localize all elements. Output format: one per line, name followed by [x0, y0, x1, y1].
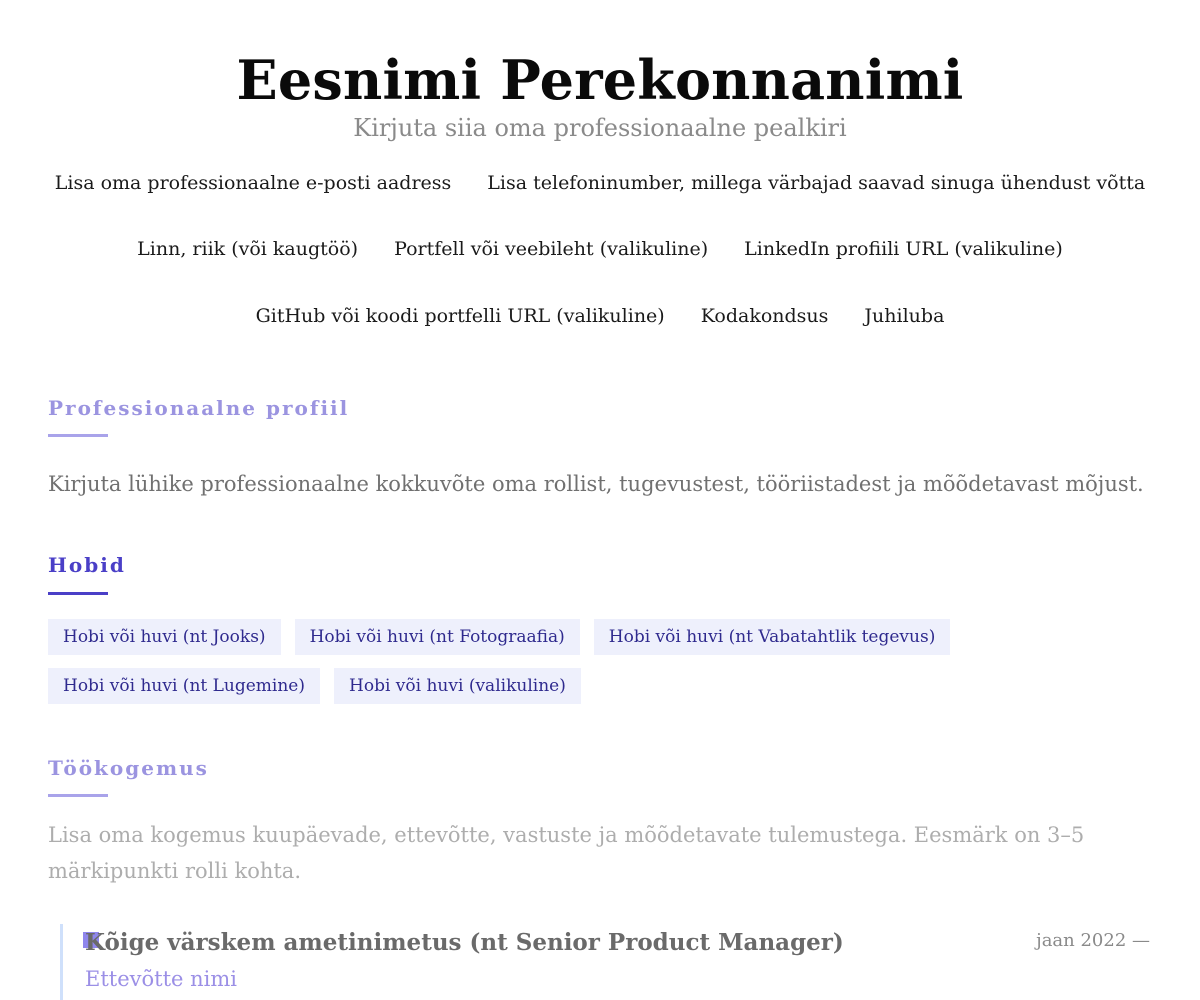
hobby-chip-row: [48, 619, 1158, 655]
experience-intro: Lisa oma kogemus kuupäevade, ettevõtte, vastuste ja mõõdetavate tulemustega. Eesmärk on 3–5 märkipunkti rolli kohta.: [48, 823, 1085, 883]
contact-github: GitHub või koodi portfelli URL (valikuline): [255, 305, 665, 327]
hobby-chip: Hobi või huvi (nt Lugemine): [48, 668, 320, 704]
contact-phone: Lisa telefoninumber, millega värbajad saavad sinuga ühendust võtta: [487, 172, 1146, 194]
hobbies-section-title: Hobid: [48, 553, 126, 577]
job-date: jaan 2022 —: [1036, 930, 1150, 951]
profile-section-underline: [48, 434, 108, 437]
contact-row-2: [0, 238, 1200, 260]
profile-summary: Kirjuta lühike professionaalne kokkuvõte oma rollist, tugevustest, tööriistadest ja mõõdetavast mõjust.: [48, 472, 1144, 496]
contact-row-3: [0, 305, 1200, 327]
hobby-chips: [48, 619, 1158, 717]
hobbies-section-underline: [48, 592, 108, 595]
contact-drivers-license: Juhiluba: [864, 305, 945, 327]
contact-email: Lisa oma professionaalne e-posti aadress: [54, 172, 452, 194]
experience-section-title: Töökogemus: [48, 756, 209, 780]
experience-section-underline: [48, 794, 108, 797]
profile-section-title: Professionaalne profiil: [48, 396, 350, 420]
resume-headline: Kirjuta siia oma professionaalne pealkiri: [353, 114, 847, 142]
job-entry: [60, 924, 1160, 1000]
resume-name: Eesnimi Perekonnanimi: [236, 48, 964, 112]
contact-citizenship: Kodakondsus: [700, 305, 829, 327]
hobby-chip: Hobi või huvi (nt Jooks): [48, 619, 281, 655]
contact-portfolio: Portfell või veebileht (valikuline): [394, 238, 709, 260]
hobby-chip: Hobi või huvi (nt Vabatahtlik tegevus): [594, 619, 951, 655]
job-company: Ettevõtte nimi: [85, 967, 237, 991]
hobby-chip: Hobi või huvi (nt Fotograafia): [295, 619, 580, 655]
hobby-chip-row: [48, 668, 1158, 704]
job-title: Kõige värskem ametinimetus (nt Senior Product Manager): [85, 929, 844, 956]
contact-row-1: [0, 172, 1200, 194]
contact-linkedin: LinkedIn profiili URL (valikuline): [744, 238, 1063, 260]
contact-location: Linn, riik (või kaugtöö): [137, 238, 359, 260]
hobby-chip: Hobi või huvi (valikuline): [334, 668, 581, 704]
